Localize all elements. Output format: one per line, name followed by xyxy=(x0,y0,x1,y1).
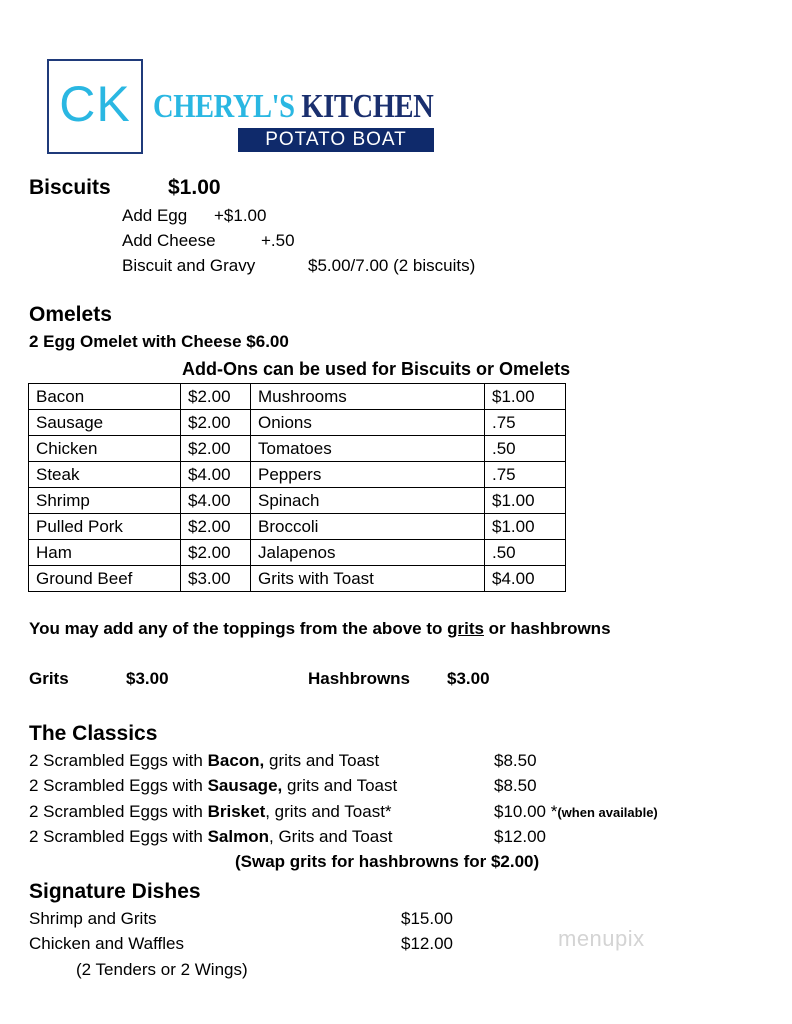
addon-name: Chicken xyxy=(29,436,181,462)
omelets-title: Omelets xyxy=(29,303,112,326)
addon-name: Mushrooms xyxy=(251,384,485,410)
addon-price: $4.00 xyxy=(181,462,251,488)
signature-item-label: Chicken and Waffles xyxy=(29,934,184,953)
toppings-note-before: You may add any of the toppings from the above to xyxy=(29,619,448,638)
biscuit-option-price: +$1.00 xyxy=(214,206,267,225)
signature-item-label: Shrimp and Grits xyxy=(29,909,157,928)
addon-price: $4.00 xyxy=(181,488,251,514)
signature-item-price: $12.00 xyxy=(401,934,453,953)
classic-item-price: $10.00 * xyxy=(494,802,558,821)
addon-name: Steak xyxy=(29,462,181,488)
biscuit-option-price: $5.00/7.00 (2 biscuits) xyxy=(308,256,476,275)
addon-name: Ham xyxy=(29,540,181,566)
classic-item-price: $12.00 xyxy=(494,827,546,846)
grits-label: Grits xyxy=(29,669,69,688)
addon-price: $2.00 xyxy=(181,410,251,436)
classic-item-text: 2 Scrambled Eggs with xyxy=(29,802,208,821)
signature-item-price: $15.00 xyxy=(401,909,453,928)
signature-note: (2 Tenders or 2 Wings) xyxy=(76,960,248,979)
classic-item xyxy=(29,802,392,822)
restaurant-subtitle: POTATO BOAT xyxy=(238,128,434,152)
availability-note: (when available) xyxy=(557,805,658,820)
table-row xyxy=(29,540,566,566)
addon-price: $1.00 xyxy=(485,514,566,540)
addon-price: $2.00 xyxy=(181,436,251,462)
addon-price: $2.00 xyxy=(181,540,251,566)
logo-monogram: CK xyxy=(59,76,131,132)
restaurant-name xyxy=(153,88,433,126)
table-row xyxy=(29,514,566,540)
addon-price: $1.00 xyxy=(485,488,566,514)
omelet-base-item: 2 Egg Omelet with Cheese $6.00 xyxy=(29,332,289,351)
addon-name: Pulled Pork xyxy=(29,514,181,540)
addon-price: $4.00 xyxy=(485,566,566,592)
biscuit-option-label: Add Cheese xyxy=(122,231,216,250)
addon-name: Grits with Toast xyxy=(251,566,485,592)
addon-name: Spinach xyxy=(251,488,485,514)
grits-price: $3.00 xyxy=(126,669,169,688)
classic-item-meat: Salmon xyxy=(207,827,269,846)
table-row xyxy=(29,488,566,514)
signature-title: Signature Dishes xyxy=(29,880,201,903)
addon-price: $3.00 xyxy=(181,566,251,592)
addon-name: Peppers xyxy=(251,462,485,488)
table-row xyxy=(29,436,566,462)
watermark: menupix xyxy=(558,926,645,951)
addon-name: Shrimp xyxy=(29,488,181,514)
restaurant-name-part1: CHERYL'S xyxy=(153,88,295,125)
addon-price: .75 xyxy=(485,462,566,488)
addon-price: .50 xyxy=(485,540,566,566)
table-row xyxy=(29,566,566,592)
classic-item-text: grits and Toast xyxy=(282,776,398,795)
addon-name: Jalapenos xyxy=(251,540,485,566)
hashbrowns-price: $3.00 xyxy=(447,669,490,688)
logo-monogram-box xyxy=(47,59,143,154)
addon-name: Sausage xyxy=(29,410,181,436)
addon-name: Bacon xyxy=(29,384,181,410)
addon-name: Broccoli xyxy=(251,514,485,540)
addon-price: $2.00 xyxy=(181,384,251,410)
biscuit-option-label: Biscuit and Gravy xyxy=(122,256,256,275)
classic-item xyxy=(29,827,392,847)
table-row xyxy=(29,462,566,488)
classic-item xyxy=(29,751,379,771)
classic-item-text: , Grits and Toast xyxy=(269,827,393,846)
addon-name: Onions xyxy=(251,410,485,436)
classic-item-text: , grits and Toast* xyxy=(265,802,392,821)
addon-name: Tomatoes xyxy=(251,436,485,462)
classic-item-text: 2 Scrambled Eggs with xyxy=(29,827,208,846)
classic-item-price: $8.50 xyxy=(494,751,537,770)
classic-item-price: $8.50 xyxy=(494,776,537,795)
toppings-note xyxy=(29,619,611,639)
classic-item-text: grits and Toast xyxy=(264,751,380,770)
classics-title: The Classics xyxy=(29,722,158,745)
table-row xyxy=(29,384,566,410)
toppings-note-grits: grits xyxy=(447,619,484,638)
addon-price: $1.00 xyxy=(485,384,566,410)
classic-item-meat: Sausage, xyxy=(207,776,283,795)
restaurant-name-part2: KITCHEN xyxy=(301,88,434,125)
biscuit-option-price: +.50 xyxy=(261,231,295,250)
swap-note: (Swap grits for hashbrowns for $2.00) xyxy=(235,852,540,871)
classic-item-text: 2 Scrambled Eggs with xyxy=(29,751,208,770)
classic-item-price-line xyxy=(494,802,658,822)
classic-item xyxy=(29,776,397,796)
classic-item-meat: Bacon, xyxy=(207,751,265,770)
classic-item-text: 2 Scrambled Eggs with xyxy=(29,776,208,795)
hashbrowns-label: Hashbrowns xyxy=(308,669,411,688)
classic-item-meat: Brisket xyxy=(207,802,266,821)
addons-table xyxy=(28,383,566,592)
addon-price: .75 xyxy=(485,410,566,436)
addon-price: .50 xyxy=(485,436,566,462)
biscuit-option-label: Add Egg xyxy=(122,206,188,225)
addon-name: Ground Beef xyxy=(29,566,181,592)
addon-price: $2.00 xyxy=(181,514,251,540)
biscuits-price: $1.00 xyxy=(168,176,221,199)
addons-heading: Add-Ons can be used for Biscuits or Omelets xyxy=(182,359,571,379)
biscuits-title: Biscuits xyxy=(29,176,111,199)
table-row xyxy=(29,410,566,436)
toppings-note-after: or hashbrowns xyxy=(483,619,611,638)
